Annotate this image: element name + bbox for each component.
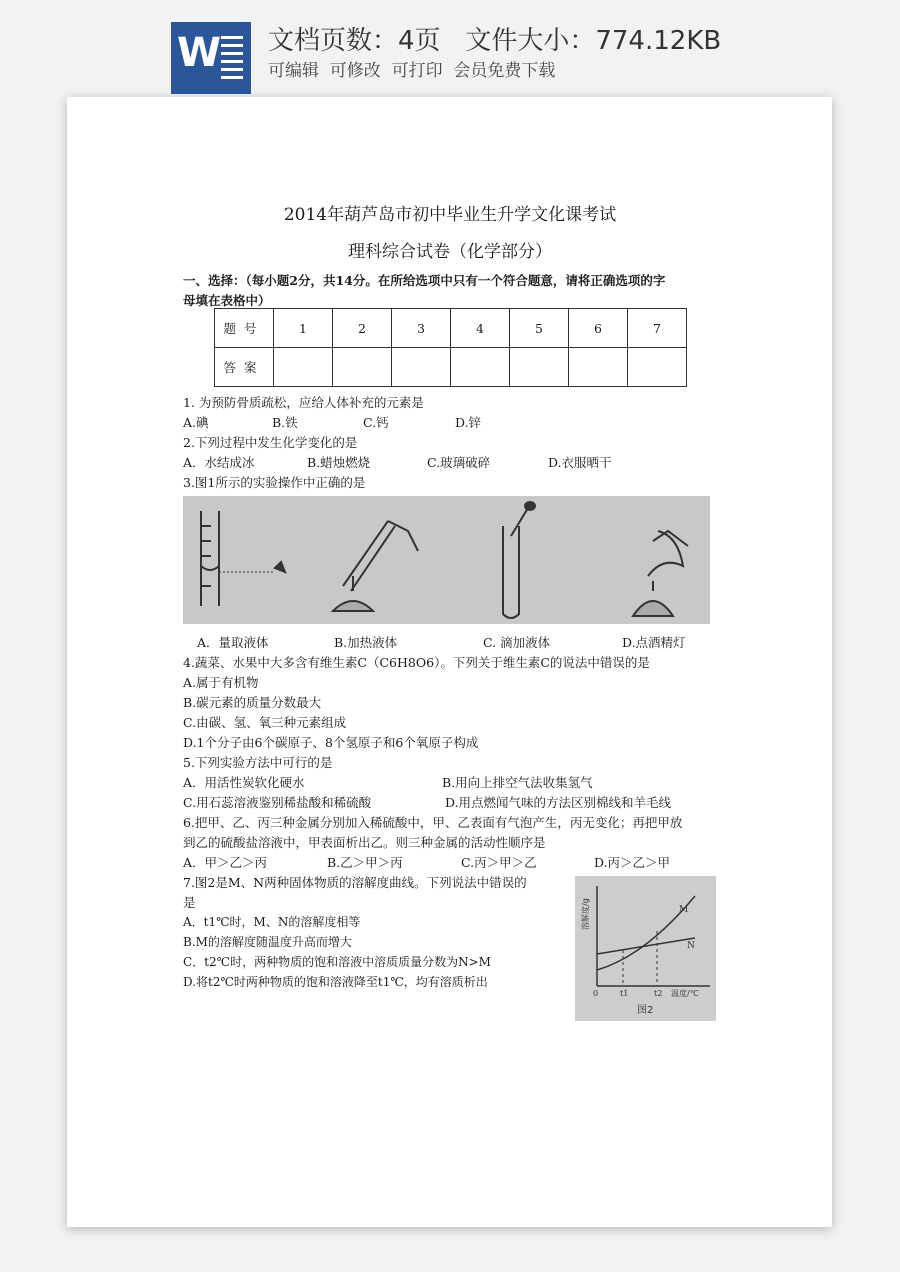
- question-6: 6.把甲、乙、丙三种金属分别加入稀硫酸中，甲、乙表面有气泡产生，丙无变化；再把甲放: [183, 815, 683, 830]
- answer-cell: [510, 348, 569, 387]
- table-cell: 6: [569, 309, 628, 348]
- curve-m-label: M: [679, 905, 689, 915]
- option: D.锌: [455, 415, 482, 430]
- option: A．甲＞乙＞丙: [183, 855, 268, 870]
- download-header: [0, 0, 900, 96]
- question-4: 4.蔬菜、水果中大多含有维生素C（C6H8O6）。下列关于维生素C的说法中错误的是: [183, 655, 650, 670]
- exam-subtitle: 理科综合试卷（化学部分）: [348, 242, 552, 262]
- option: D.点酒精灯: [622, 635, 686, 650]
- table-cell: 3: [392, 309, 451, 348]
- answer-table: [214, 308, 687, 387]
- t1-label: t1: [620, 989, 629, 998]
- option: A.碘: [183, 415, 209, 430]
- figure-2-solubility-curve: [575, 876, 716, 1021]
- question-5: 5.下列实验方法中可行的是: [183, 755, 333, 770]
- option: B.用向上排空气法收集氢气: [442, 775, 593, 790]
- question-2: 2.下列过程中发生化学变化的是: [183, 435, 358, 450]
- answer-cell: [392, 348, 451, 387]
- answer-cell: [628, 348, 687, 387]
- option: D.用点燃闻气味的方法区别棉线和羊毛线: [445, 795, 672, 810]
- question-6-cont: 到乙的硫酸盐溶液中，甲表面析出乙。则三种金属的活动性顺序是: [183, 835, 546, 850]
- option: B.蜡烛燃烧: [307, 455, 371, 470]
- origin-label: 0: [593, 989, 599, 998]
- option: A．水结成冰: [183, 455, 255, 470]
- section-instruction: 一、选择：（每小题2分，共14分。在所给选项中只有一个符合题意，请将正确选项的字: [183, 273, 666, 288]
- table-cell: 2: [333, 309, 392, 348]
- option: C.用石蕊溶液鉴别稀盐酸和稀硫酸: [183, 795, 372, 810]
- x-axis-label: 温度/℃: [671, 989, 699, 998]
- table-row: [215, 348, 687, 387]
- curve-n-label: N: [687, 941, 695, 951]
- word-doc-icon: [171, 22, 251, 94]
- option: C.丙＞甲＞乙: [461, 855, 537, 870]
- y-axis-label: 溶解度/g: [581, 898, 590, 930]
- option: B.加热液体: [334, 635, 398, 650]
- option: A．t1℃时，M、N的溶解度相等: [183, 915, 361, 929]
- option: C.玻璃破碎: [427, 455, 491, 470]
- option: B.碳元素的质量分数最大: [183, 695, 322, 710]
- doc-features: 可编辑 可修改 可打印 会员免费下载: [268, 61, 556, 81]
- t2-label: t2: [654, 989, 663, 998]
- option: C.钙: [363, 415, 389, 430]
- option: D.1个分子由6个碳原子、8个氢原子和6个氧原子构成: [183, 735, 479, 750]
- answer-cell: [569, 348, 628, 387]
- exam-title: 2014年葫芦岛市初中毕业生升学文化课考试: [283, 205, 617, 225]
- table-cell: 1: [274, 309, 333, 348]
- option: C. 滴加液体: [483, 635, 551, 650]
- table-cell: 7: [628, 309, 687, 348]
- doc-info: [268, 20, 721, 57]
- table-header-cell: 答案: [215, 348, 274, 387]
- option: D.衣服晒干: [548, 455, 612, 470]
- option: B.铁: [272, 415, 298, 430]
- question-1: 1. 为预防骨质疏松，应给人体补充的元素是: [183, 395, 424, 410]
- question-3: 3.图1所示的实验操作中正确的是: [183, 475, 366, 490]
- figure-2-caption: 图2: [637, 1005, 654, 1016]
- answer-cell: [274, 348, 333, 387]
- question-7: 7.图2是M、N两种固体物质的溶解度曲线。下列说法中错误的: [183, 875, 527, 890]
- word-lines-icon: [221, 36, 243, 84]
- section-instruction-cont: 母填在表格中）: [183, 293, 271, 308]
- table-header-cell: 题号: [215, 309, 274, 348]
- option: A．用活性炭软化硬水: [183, 775, 305, 790]
- figure-1-lab-operations: [183, 496, 710, 624]
- option: A.属于有机物: [183, 675, 259, 690]
- table-cell: 4: [451, 309, 510, 348]
- option: C．t2℃时，两种物质的饱和溶液中溶质质量分数为N>M: [183, 955, 491, 969]
- answer-cell: [333, 348, 392, 387]
- table-row: [215, 309, 687, 348]
- option: D.将t2℃时两种物质的饱和溶液降至t1℃，均有溶质析出: [183, 975, 488, 989]
- option: D.丙＞乙＞甲: [594, 855, 671, 870]
- answer-cell: [451, 348, 510, 387]
- word-letter-icon: W: [177, 30, 222, 76]
- figure-background: [183, 496, 710, 624]
- file-size: 文件大小：774.12KB: [465, 26, 722, 56]
- option: C.由碳、氢、氧三种元素组成: [183, 715, 347, 730]
- option: B.M的溶解度随温度升高而增大: [183, 935, 352, 949]
- table-cell: 5: [510, 309, 569, 348]
- question-7-cont: 是: [183, 895, 196, 910]
- option: B.乙＞甲＞丙: [327, 855, 403, 870]
- page-count: 文档页数：4页: [268, 26, 441, 56]
- option: A．量取液体: [197, 635, 269, 650]
